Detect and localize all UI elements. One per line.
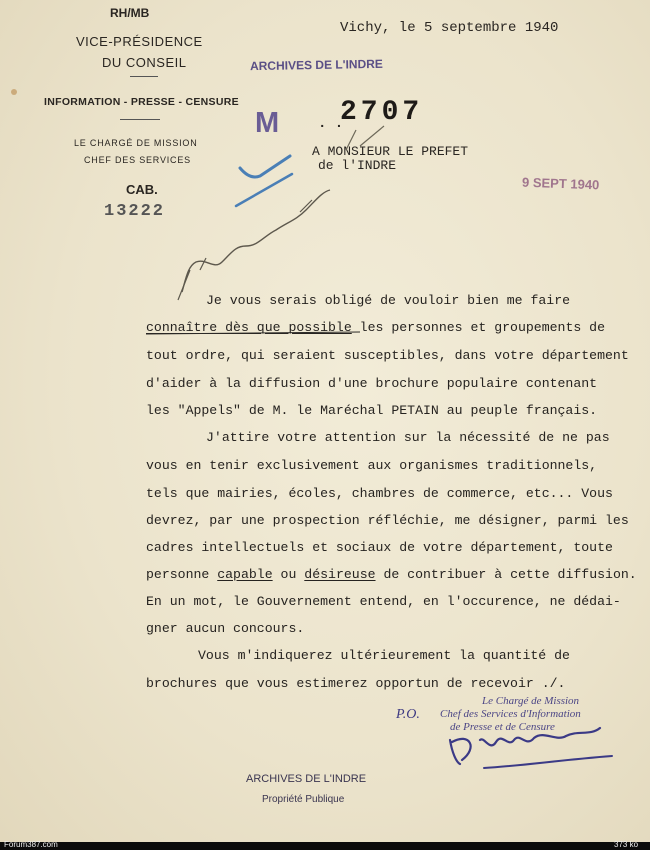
archive-stamp-top: ARCHIVES DE L'INDRE [249, 56, 383, 74]
underlined-word: capable [217, 567, 273, 582]
separator-dots: . . [318, 116, 344, 132]
underlined-word: désireuse [304, 567, 376, 582]
body-line: Vous m'indiquerez ultérieurement la quantité de [198, 648, 570, 663]
cab-label: CAB. [126, 182, 158, 197]
recipient-line2: de l'INDRE [318, 158, 397, 173]
role-line1: LE CHARGÉ DE MISSION [74, 138, 198, 148]
body-line: vous en tenir exclusivement aux organismes traditionnels, [146, 458, 598, 473]
underlined-phrase: connaître dès que possible [146, 320, 352, 335]
office-title-line1: VICE-PRÉSIDENCE [76, 34, 203, 49]
body-line: les "Appels" de M. le Maréchal PETAIN au peuple français. [146, 403, 598, 418]
m-stamp: M [255, 107, 280, 139]
reference-code: RH/MB [110, 6, 150, 20]
signature-title: Le Chargé de Mission [482, 695, 580, 707]
pencil-stroke [346, 126, 384, 150]
place-date: Vichy, le 5 septembre 1940 [340, 20, 559, 36]
body-line: gner aucun concours. [146, 621, 305, 636]
department-title: INFORMATION - PRESSE - CENSURE [44, 96, 239, 108]
body-line: connaître dès que possible les personnes et groupements de [146, 320, 606, 335]
paper-stain [11, 89, 17, 95]
body-line: d'aider à la diffusion d'une brochure populaire contenant [146, 376, 598, 391]
signature-title: de Presse et de Censure [450, 721, 555, 733]
archive-stamp-bottom: ARCHIVES DE L'INDRE [246, 773, 367, 785]
reference-number: 2707 [340, 97, 424, 128]
body-line: Je vous serais obligé de vouloir bien me faire [206, 293, 571, 308]
signature-initials: P.O. [396, 707, 420, 722]
body-line: tels que mairies, écoles, chambres de commerce, etc... Vous [146, 486, 613, 501]
received-date-stamp: 9 SEPT 1940 [521, 174, 600, 193]
role-line2: CHEF DES SERVICES [84, 155, 191, 165]
watermark-left: Forum387.com [4, 840, 58, 849]
body-line: personne capable ou désireuse de contribuer à cette diffusion. [146, 567, 637, 582]
archive-stamp-sub: Propriété Publique [262, 794, 345, 805]
signature-title: Chef des Services d'Information [440, 708, 581, 720]
body-line: cadres intellectuels et sociaux de votre département, toute [146, 540, 613, 555]
office-title-line2: DU CONSEIL [102, 55, 187, 70]
file-size: 373 ko [614, 840, 639, 849]
body-line: devrez, par une prospection réfléchie, me désigner, parmi les [146, 513, 629, 528]
cab-number: 13222 [104, 202, 166, 221]
image-footer-bar [0, 842, 650, 850]
handwritten-annotation [182, 190, 330, 292]
body-line: tout ordre, qui seraient susceptibles, dans votre département [146, 348, 629, 363]
pencil-stroke [236, 174, 292, 206]
body-line: brochures que vous estimerez opportun de recevoir ./. [146, 676, 566, 691]
body-line: J'attire votre attention sur la nécessité de ne pas [206, 430, 610, 445]
recipient-line1: A MONSIEUR LE PREFET [312, 144, 469, 159]
body-line: En un mot, le Gouvernement entend, en l'occurence, ne dédai- [146, 594, 621, 609]
pencil-check-mark [240, 156, 290, 177]
